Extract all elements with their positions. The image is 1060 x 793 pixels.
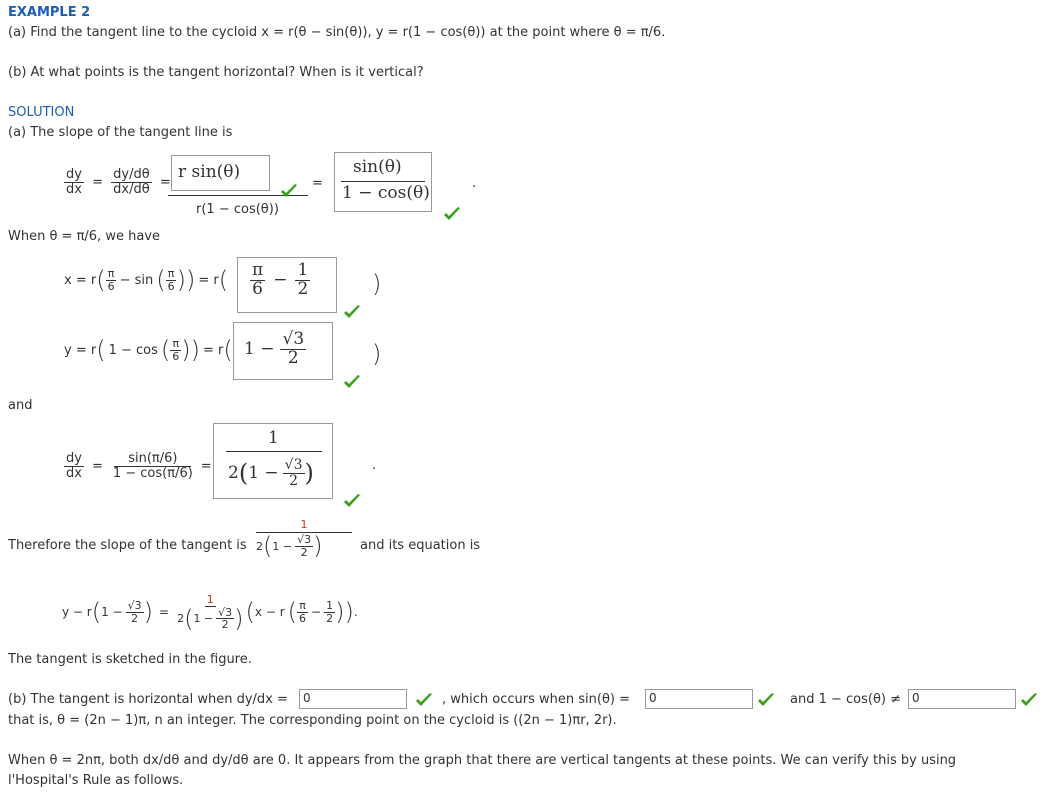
dydx-fraction: $\frac{dy}{dx}$ = $\frac{dy/d\theta}{dx/d\theta}$ = bbox=[66, 167, 171, 197]
y-equation: y = r ( 1 − cos ( $\frac{\pi}{6}$ )) = r ( bbox=[64, 336, 233, 365]
sketch-text: The tangent is sketched in the figure. bbox=[8, 652, 252, 667]
example-title: EXAMPLE 2 bbox=[8, 5, 91, 20]
when-text: When θ = π/6, we have bbox=[8, 229, 160, 244]
check-icon bbox=[1020, 693, 1038, 707]
part-b-line-2: that is, θ = (2n − 1)π, n an integer. The corresponding point on the cycloid is ((2n − 1)πr, 2r). bbox=[8, 713, 617, 728]
solution-label: SOLUTION bbox=[8, 105, 75, 120]
dx-label: dx bbox=[66, 181, 82, 197]
question-b: (b) At what points is the tangent horizontal? When is it vertical? bbox=[8, 65, 424, 80]
part-b-text-1: (b) The tangent is horizontal when dy/dx = bbox=[8, 692, 288, 707]
and-text: and bbox=[8, 398, 33, 413]
check-icon bbox=[343, 305, 361, 319]
answer-box-sin-over-one-minus-cos[interactable]: sin(θ) 1 − cos(θ) bbox=[334, 152, 432, 212]
answer-input-sin[interactable]: 0 bbox=[645, 689, 753, 709]
part-b-text-3: and 1 − cos(θ) ≠ bbox=[790, 692, 902, 707]
check-icon bbox=[280, 184, 298, 198]
check-icon bbox=[343, 375, 361, 389]
slope-numerator: 1 bbox=[300, 518, 308, 531]
denominator-r-one-minus-cos: r(1 − cos(θ)) bbox=[196, 202, 279, 217]
slope-at-point: $\frac{dy}{dx}$ = $\frac{\sin(\pi/6)}{1 - \cos(\pi/6)}$ = bbox=[66, 451, 212, 481]
tangent-equation: y − r ( 1 − $\frac{√3}{2}$ ) = 1 2 ( 1 − $\frac{√3}{2}$ ) ( x − r ( $\frac{\pi}{6}$ − $\frac{1}{2}$ )) . bbox=[62, 593, 358, 633]
x-equation: x = r ( $\frac{\pi}{6}$ − sin ( $\frac{\pi}{6}$ )) = r ( bbox=[64, 266, 229, 295]
therefore-text: Therefore the slope of the tangent is bbox=[8, 538, 247, 553]
vertical-text-1: When θ = 2nπ, both dx/dθ and dy/dθ are 0. It appears from the graph that there are vertical tangents at these points. We can verify this by using bbox=[8, 753, 957, 768]
and-equation-text: and its equation is bbox=[360, 538, 481, 553]
slope-intro: (a) The slope of the tangent line is bbox=[8, 125, 233, 140]
equals-sign: = bbox=[312, 176, 323, 191]
dy-dtheta: dy/dθ bbox=[113, 167, 150, 182]
check-icon bbox=[443, 207, 461, 221]
question-a: (a) Find the tangent line to the cycloid x = r(θ − sin(θ)), y = r(1 − cos(θ)) at the point where θ = π/6. bbox=[8, 25, 666, 40]
answer-input-cos[interactable]: 0 bbox=[908, 689, 1016, 709]
dx-dtheta: dx/dθ bbox=[113, 181, 150, 197]
slope-denominator: 2 ( 1 − $\frac{√3}{2}$ ) bbox=[256, 532, 323, 561]
part-b-text-2: , which occurs when sin(θ) = bbox=[442, 692, 630, 707]
answer-box-y-value[interactable]: 1 − $\frac{√3}{2}$ bbox=[233, 322, 333, 380]
check-icon bbox=[757, 693, 775, 707]
check-icon bbox=[415, 693, 433, 707]
answer-box-x-value[interactable]: $\frac{\pi}{6}$ − $\frac{1}{2}$ bbox=[237, 257, 337, 313]
dy-label: dy bbox=[66, 167, 82, 182]
check-icon bbox=[343, 494, 361, 508]
answer-box-slope[interactable]: 1 2 ( 1 − $\frac{√3}{2}$ ) bbox=[213, 423, 333, 499]
answer-box-r-sin[interactable]: r sin(θ) bbox=[171, 155, 270, 191]
answer-input-dydx[interactable]: 0 bbox=[299, 689, 407, 709]
vertical-text-2: l'Hospital's Rule as follows. bbox=[8, 773, 184, 788]
